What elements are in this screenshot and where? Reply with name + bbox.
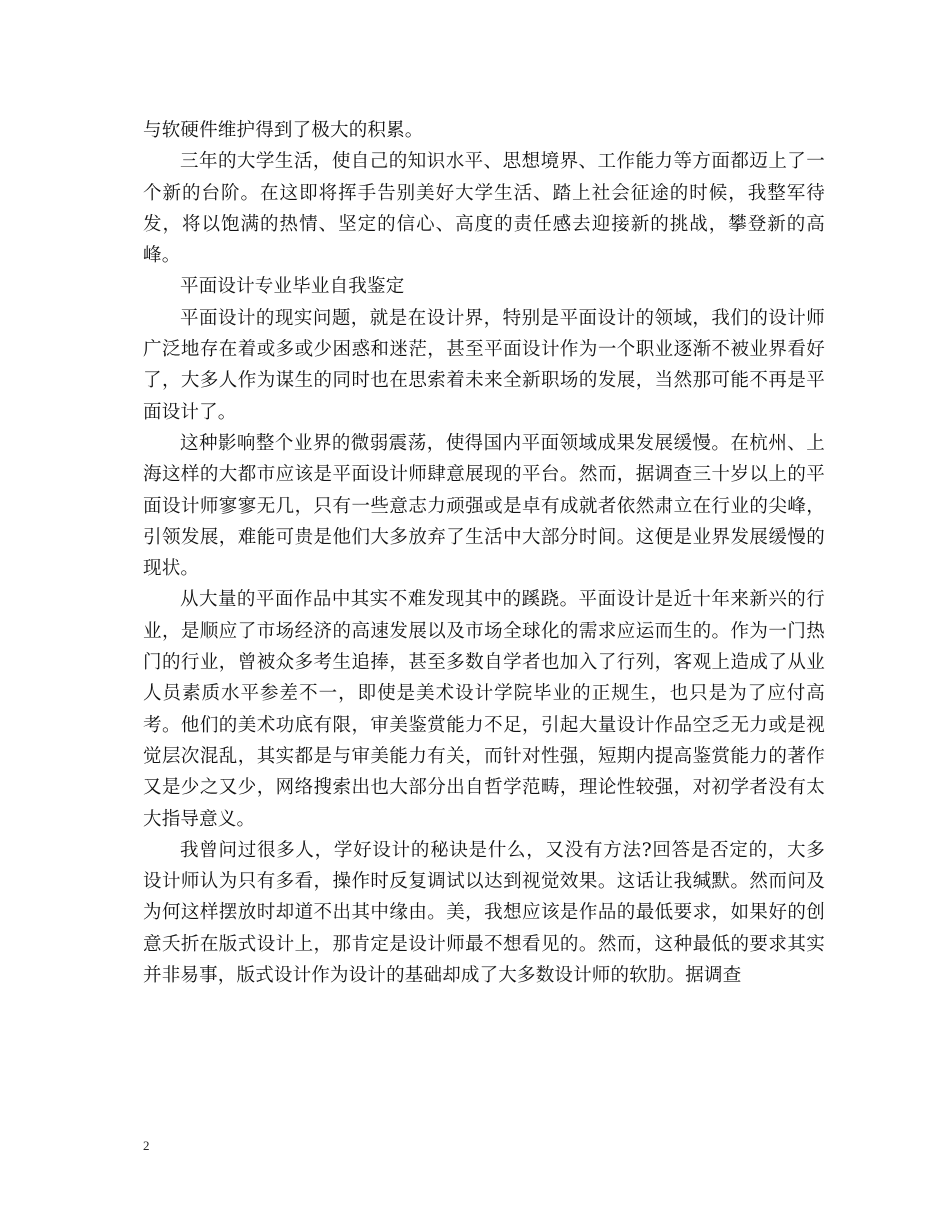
paragraph: 这种影响整个业界的微弱震荡，使得国内平面领域成果发展缓慢。在杭州、上海这样的大都市应该是平面设计师肆意展现的平台。然而，据调查三十岁以上的平面设计师寥寥无几，只有一些意志力顽强或是卓有成就者依然肃立在行业的尖峰，引领发展，难能可贵是他们大多放弃了生活中大部分时间。这便是业界发展缓慢的现状。: [143, 432, 825, 580]
paragraph: 从大量的平面作品中其实不难发现其中的蹊跷。平面设计是近十年来新兴的行业，是顺应了市场经济的高速发展以及市场全球化的需求应运而生的。作为一门热门的行业，曾被众多考生追捧，甚至多数自学者也加入了行列，客观上造成了从业人员素质水平参差不一，即使是美术设计学院毕业的正规生，也只是为了应付高考。他们的美术功底有限，审美鉴赏能力不足，引起大量设计作品空乏无力或是视觉层次混乱，其实都是与审美能力有关，而针对性强，短期内提高鉴赏能力的著作又是少之又少，网络搜索出也大部分出自哲学范畴，理论性较强，对初学者没有太大指导意义。: [143, 589, 825, 830]
paragraph: 我曾问过很多人，学好设计的秘诀是什么，又没有方法?回答是否定的，大多设计师认为只有多看，操作时反复调试以达到视觉效果。这话让我缄默。然而问及为何这样摆放时却道不出其中缘由。美，我想应该是作品的最低要求，如果好的创意夭折在版式设计上，那肯定是设计师最不想看见的。然而，这种最低的要求其实并非易事，版式设计作为设计的基础却成了大多数设计师的软肋。据调查: [143, 839, 825, 987]
paragraph: 三年的大学生活，使自己的知识水平、思想境界、工作能力等方面都迈上了一个新的台阶。在这即将挥手告别美好大学生活、踏上社会征途的时候，我整军待发，将以饱满的热情、坚定的信心、高度的责任感去迎接新的挑战，攀登新的高峰。: [143, 151, 825, 267]
paragraph: 与软硬件维护得到了极大的积累。: [143, 120, 424, 141]
paragraph: 平面设计的现实问题，就是在设计界，特别是平面设计的领域，我们的设计师广泛地存在着或多或少困惑和迷茫，甚至平面设计作为一个职业逐渐不被业界看好了，大多人作为谋生的同时也在思索着未来全新职场的发展，当然那可能不再是平面设计了。: [143, 307, 825, 423]
section-heading: 平面设计专业毕业自我鉴定: [180, 276, 405, 298]
document-body: [143, 115, 825, 991]
page-number: 2: [143, 1138, 150, 1153]
